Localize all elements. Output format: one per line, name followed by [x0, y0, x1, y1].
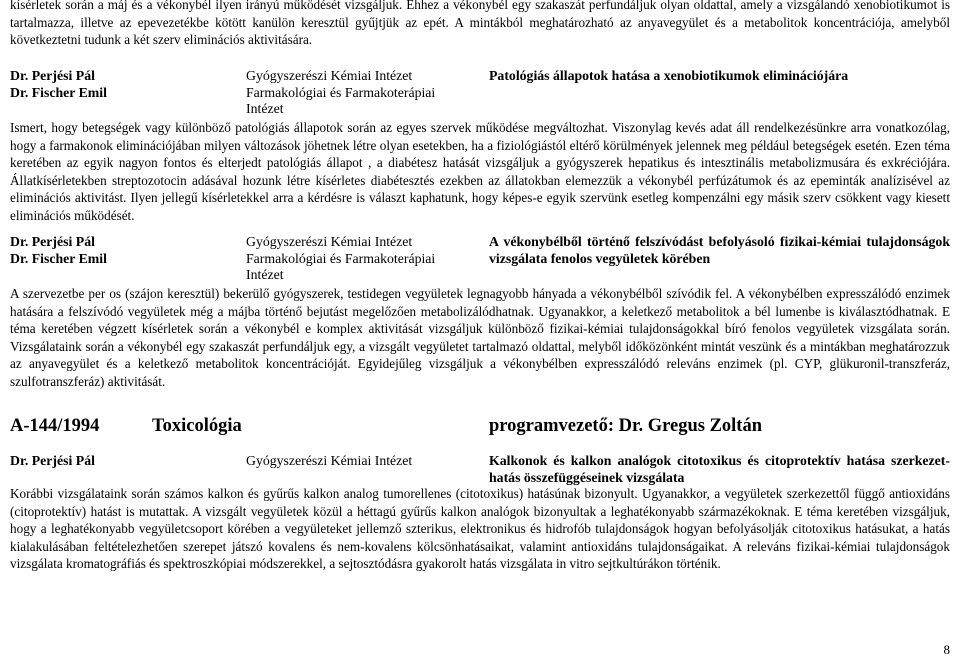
project1-leader-2: Dr. Fischer Emil — [10, 84, 107, 100]
project1-body: Ismert, hogy betegségek vagy különböző patológiás állapotok során az egyes szervek működése megváltozhat. Viszonylag kevés adat áll rendelkezésünkre arra vonatkozólag, hogy a farmakonok eliminációjában milyen változások jöhetnek létre olyan esetekben, ha a fiziológiástól eltérő körülmények jelennek meg például betegségek esetén. Ezen téma keretében az egyik nagyon fontos és elterjedt patológiás állapot , a diabétesz hatását vizsgáljuk a gyógyszerek hepatikus és intesztinális metabolizmusára és exkréciójára. Állatkísérletekben streptozotocin adásával hozunk létre kísérletes diabétesztés ezekben az állatokban elemezzük a vékonybél perfúzátumok és az epeminták analízisével az eliminációs aktivitást. Ilyen jellegű kísérletekkel arra a kérdésre is választ kaphatunk, hogy képes-e egyik szervünk esetleg kompenzálni egy másik szerv csökkent vagy kiesett eliminációs működését. — [10, 120, 950, 223]
project2-leaders — [10, 234, 230, 267]
program-name: Toxicológia — [152, 416, 242, 436]
project3-title: Kalkonok és kalkon analógok citotoxikus és citoprotektív hatása szerkezet-hatás összefüggéseinek vizsgálata — [489, 453, 950, 485]
project2-body: A szervezetbe per os (szájon keresztül) bekerülő gyógyszerek, testidegen vegyületek legnagyobb hányada a vékonybélből szívódik fel. A vékonybélben expresszálódó enzimek hatására a felszívódó vegyületek még a májba történő bejutást megelőzően metabolizálódhatnak. Ugyanakkor, a keletkező metabolitok a bél lumenbe is kiválasztódhatnak. E téma keretében végzett kísérletek során a vékonybél e komplex aktivitását vizsgáljuk különböző fizikai-kémiai tulajdonságokkal bíró fenolos vegyületek vizsgálata során. Vizsgálataink során a vékonybél egy szakaszát perfundáljuk egy, a vizsgált vegyületet tartalmazó oldattal, melyből időközönként mintát veszünk és a mintákban meghatározzuk az anyavegyület és a keletkező metabolitok koncentrációját. Egyidejűleg vizsgáljuk a vékonybélben expresszálódó releváns enzimek (pl. CYP, glükuronil-transzferáz, szulfotranszferáz) aktivitását. — [10, 286, 950, 389]
project1-institute: Gyógyszerészi Kémiai Intézet Farmakológiai és Farmakoterápiai Intézet — [246, 68, 436, 116]
project3-leader: Dr. Perjési Pál — [10, 453, 95, 468]
project2-leader-2: Dr. Fischer Emil — [10, 250, 107, 266]
intro-paragraph: kísérletek során a máj és a vékonybél ilyen irányú működését vizsgáljuk. Ehhez a vékonybél egy szakaszát perfundáljuk olyan oldattal, amely a vizsgálandó xenobiotikumot is tartalmazza, illetve az epevezetékbe kötött kanülön keresztül gyűjtjük az epét. A mintákból meghatározható az anyavegyület és a metabolitok koncentrációja, amelyből következtetni tudunk a két szerv eliminációs aktivitására. — [10, 0, 950, 47]
program-number: A-144/1994 — [10, 416, 100, 436]
project1-leaders — [10, 68, 230, 101]
project2-title: A vékonybélből történő felszívódást befolyásoló fizikai-kémiai tulajdonságok vizsgálata fenolos vegyületek körében — [489, 234, 950, 266]
project1-leader-1: Dr. Perjési Pál — [10, 68, 95, 83]
project1-title: Patológiás állapotok hatása a xenobiotikumok eliminációjára — [489, 68, 849, 83]
project3-institute: Gyógyszerészi Kémiai Intézet — [246, 453, 413, 468]
project2-institute: Gyógyszerészi Kémiai Intézet Farmakológiai és Farmakoterápiai Intézet — [246, 234, 436, 282]
page-number: 8 — [943, 642, 950, 657]
project3-body: Korábbi vizsgálataink során számos kalkon és gyűrűs kalkon analog tumorellenes (citotoxikus) hatásúnak bizonyult. Ugyanakkor, a vegyületek szerkezettől függő antioxidáns (citoprotektív) hatást is mutattak. A vizsgált vegyületek közül a héttagú gyűrűs kalkon analógok bizonyultak a leghatékonyabb származékoknak. E téma keretében vizsgáljuk, hogy a leghatékonyabb vegyületcsoport körében a vegyületeket jellemző szterikus, elektronikus és hidrofób tulajdonságok hogyan befolyásolják citotoxikus hatásukat, a hatás kialakulásában feltételezhetően szerepet játszó kovalens és nem-kovalens kölcsönhatásaikat, valamint antioxidáns tulajdonságaikat. A releváns fizikai-kémiai tulajdonságok vizsgálata kromatográfiás és spektroszkópiai módszerekkel, a sejtosztódásra gyakorolt hatás vizsgálata in vitro sejtkultúrákon történik. — [10, 486, 950, 571]
program-director: programvezető: Dr. Gregus Zoltán — [489, 416, 763, 436]
project2-leader-1: Dr. Perjési Pál — [10, 234, 95, 249]
